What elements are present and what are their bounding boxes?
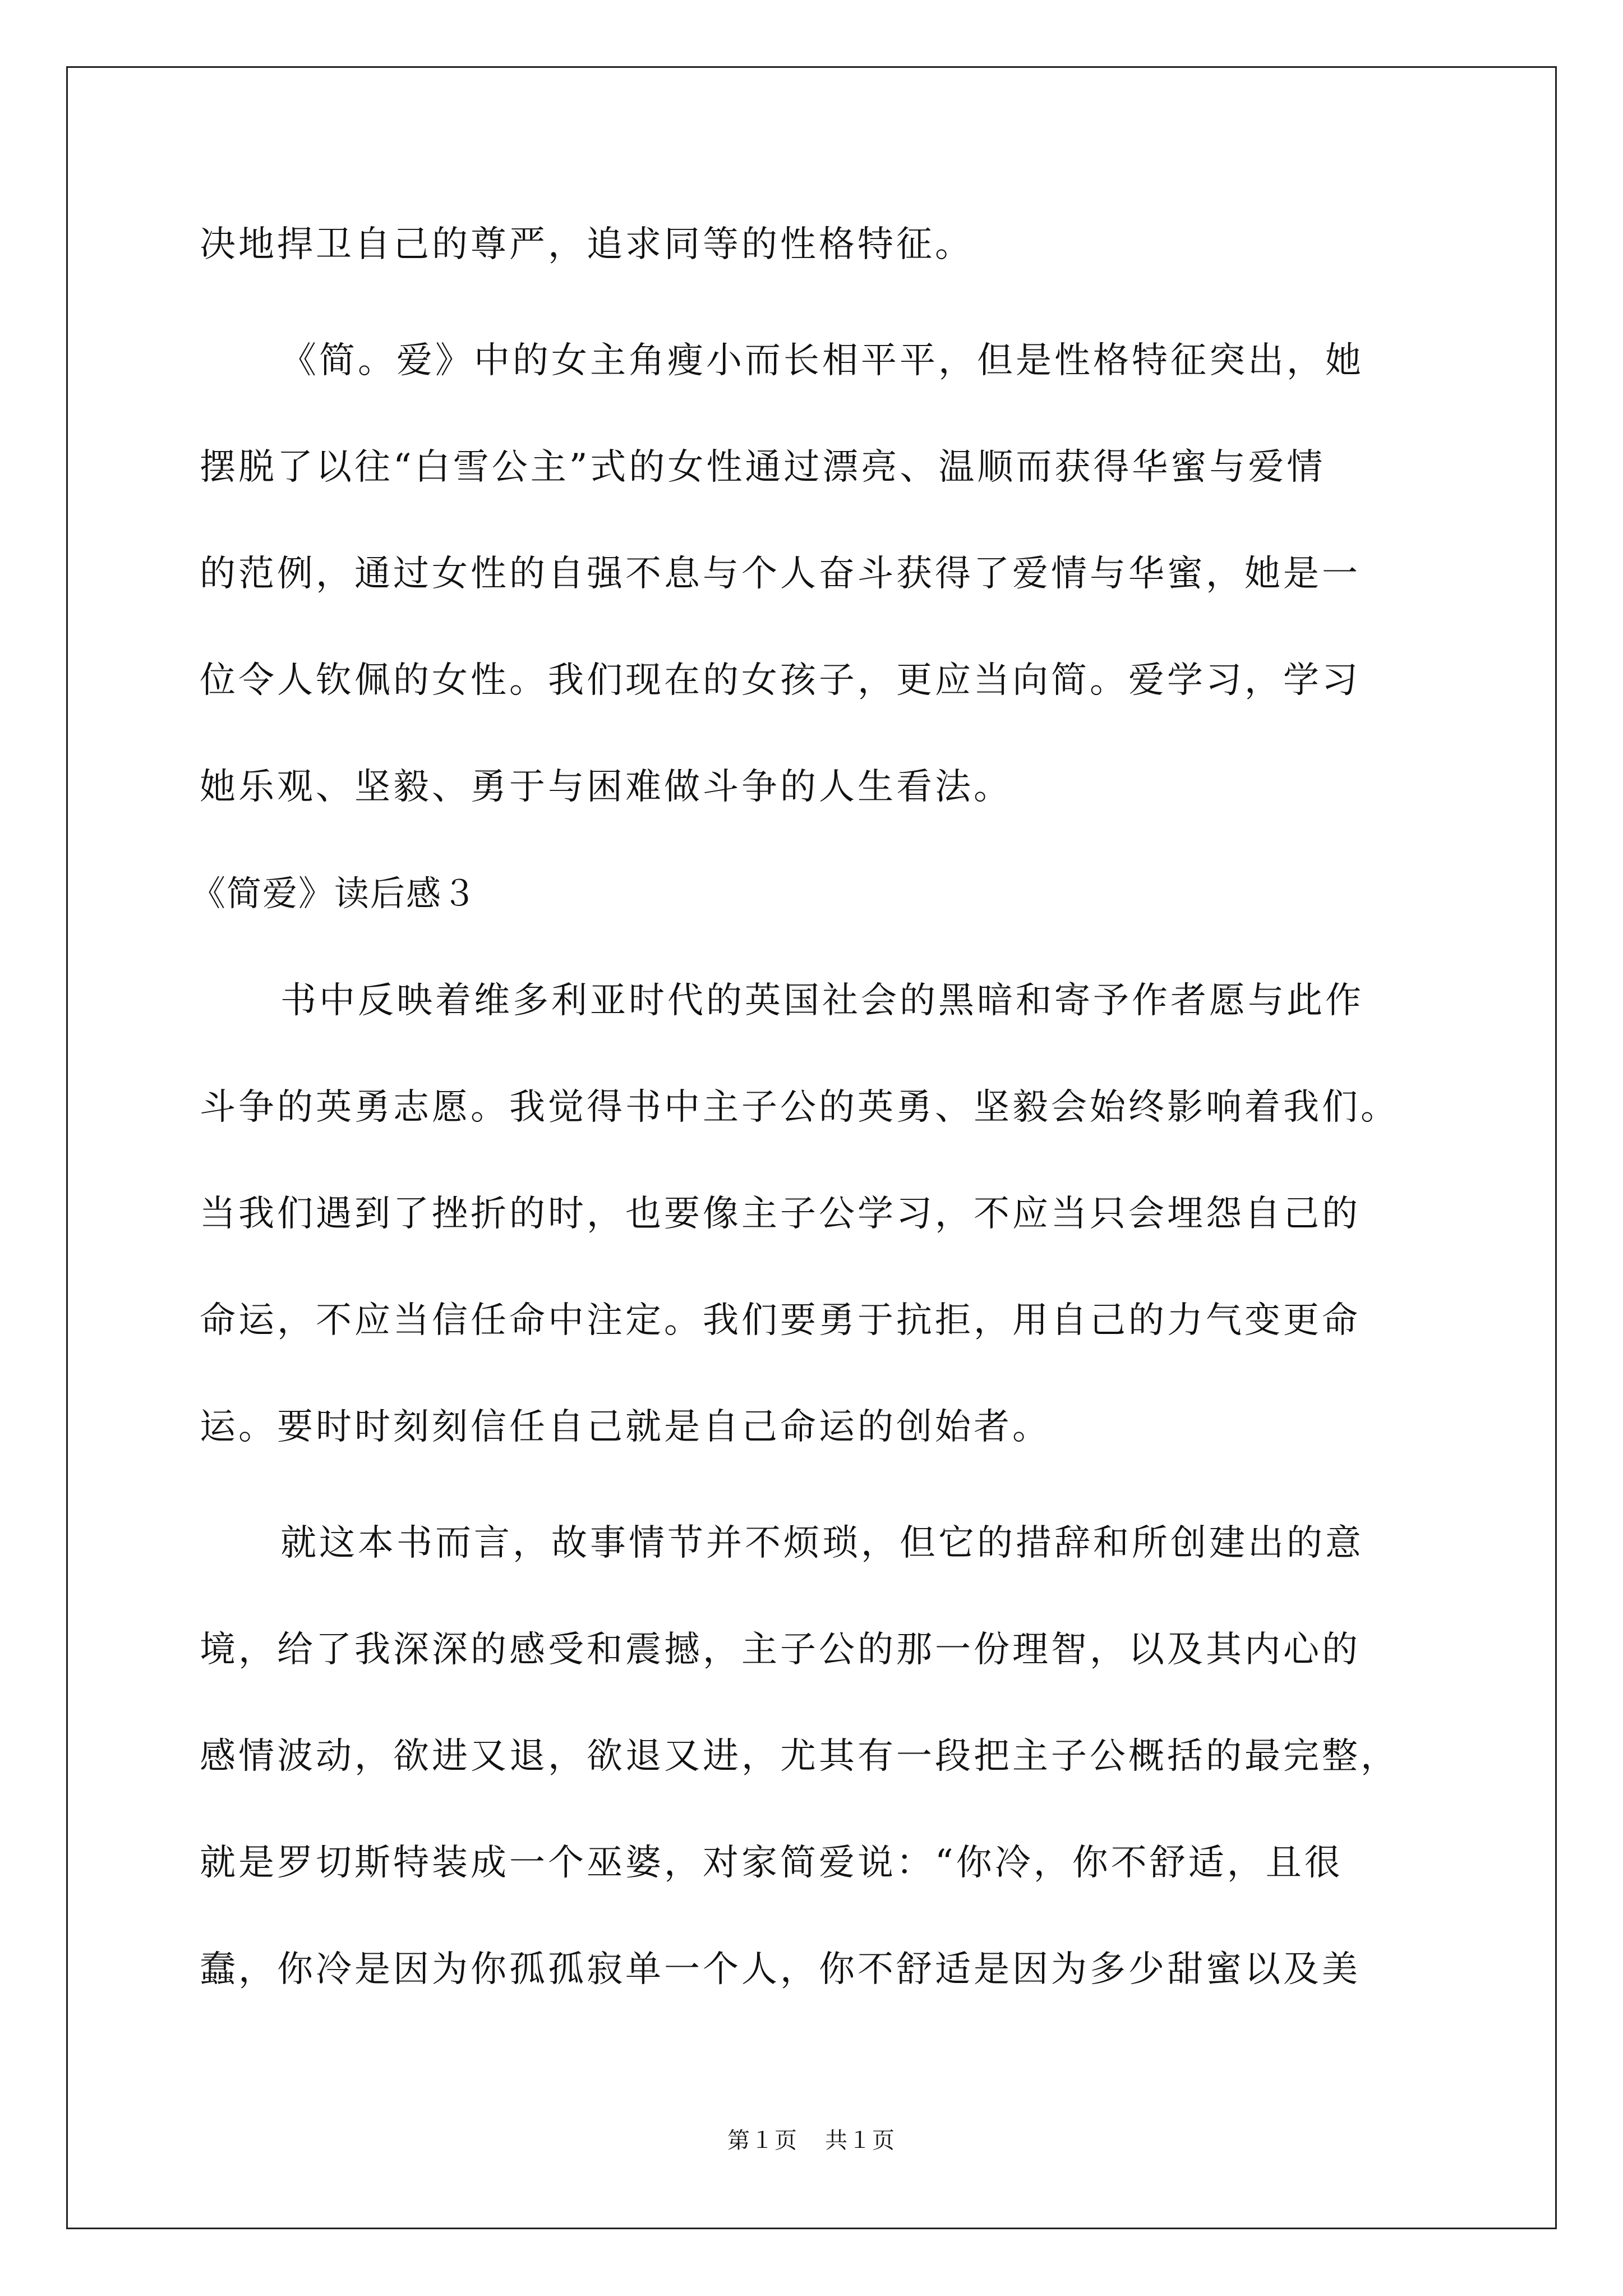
text-line: 就这本书而言，故事情节并不烦琐，但它的措辞和所创建出的意 [280, 1522, 1364, 1564]
text-line: 就是罗切斯特装成一个巫婆，对家简爱说：“你冷，你不舒适，且很 [200, 1842, 1343, 1884]
text-line: 斗争的英勇志愿。我觉得书中主子公的英勇、坚毅会始终影响着我们。 [200, 1087, 1399, 1128]
text-line: 摆脱了以往“白雪公主”式的女性通过漂亮、温顺而获得华蜜与爱情 [200, 447, 1326, 488]
page-footer [0, 2129, 1623, 2152]
text-line: 运。要时时刻刻信任自己就是自己命运的创始者。 [200, 1406, 1051, 1448]
page-total: 共１页 [825, 2128, 896, 2154]
page-border [66, 66, 1557, 2229]
text-line: 当我们遇到了挫折的时，也要像主子公学习，不应当只会埋怨自己的 [200, 1193, 1361, 1235]
text-line: 蠢，你冷是因为你孤孤寂单一个人，你不舒适是因为多少甜蜜以及美 [200, 1949, 1361, 1990]
text-line: 命运，不应当信任命中注定。我们要勇于抗拒，用自己的力气变更命 [200, 1300, 1361, 1341]
page-number: 第１页 [727, 2128, 798, 2154]
text-line: 境，给了我深深的感受和震撼，主子公的那一份理智，以及其内心的 [200, 1629, 1361, 1671]
text-line: 书中反映着维多利亚时代的英国社会的黑暗和寄予作者愿与此作 [280, 980, 1364, 1022]
text-line: 她乐观、坚毅、勇于与困难做斗争的人生看法。 [200, 766, 1012, 808]
text-line: 位令人钦佩的女性。我们现在的女孩子，更应当向简。爱学习，学习 [200, 660, 1361, 701]
text-line: 决地捍卫自己的尊严，追求同等的性格特征。 [200, 224, 974, 265]
section-heading: 《简爱》读后感３ [191, 873, 478, 914]
text-line: 感情波动，欲进又退，欲退又进，尤其有一段把主子公概括的最完整， [200, 1736, 1399, 1777]
text-line: 的范例，通过女性的自强不息与个人奋斗获得了爱情与华蜜，她是一 [200, 553, 1361, 595]
text-line: 《简。爱》中的女主角瘦小而长相平平，但是性格特征突出，她 [280, 340, 1364, 381]
